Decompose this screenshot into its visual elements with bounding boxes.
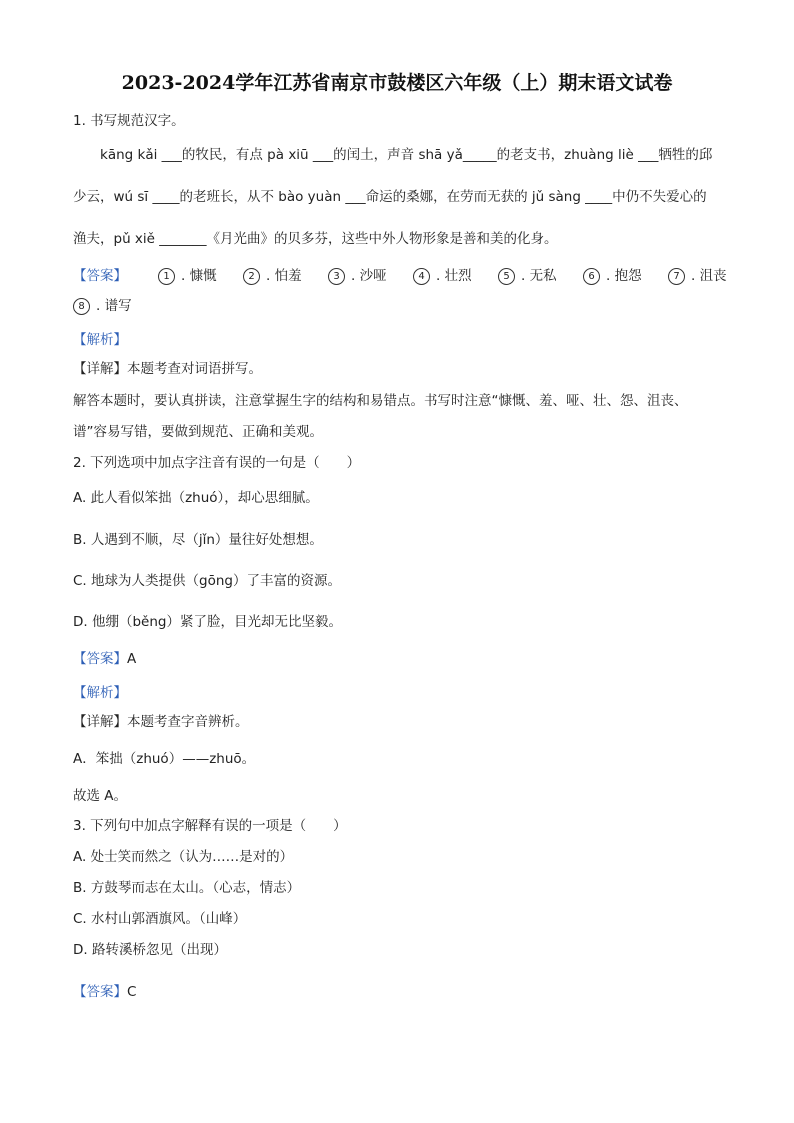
q3-option-a: A. 处士笑而然之（认为……是对的）	[73, 849, 294, 865]
q2-detail: 【详解】本题考查字音辨析。	[73, 714, 249, 730]
q3-stem: 3. 下列句中加点字解释有误的一项是（ ）	[73, 818, 347, 834]
circled-number: 1	[158, 268, 175, 285]
answer-tag: 【答案】	[73, 651, 127, 667]
q3-option-d: D. 路转溪桥忽见（出现）	[73, 942, 227, 958]
circled-number: 5	[498, 268, 515, 285]
q1-text-line3: 渔夫，pǔ xiě _______《月光曲》的贝多芬，这些中外人物形象是善和美的化身。	[73, 231, 558, 247]
circled-number: 6	[583, 268, 600, 285]
q1-detail: 【详解】本题考查对词语拼写。	[73, 361, 262, 377]
analysis-tag: 【解析】	[73, 685, 127, 701]
q1-explain-line1: 解答本题时，要认真拼读，注意掌握生字的结构和易错点。书写时注意“慷慨、羞、哑、壮、怨、沮丧、	[73, 393, 688, 409]
answer-tag: 【答案】	[73, 268, 127, 284]
circled-number: 8	[73, 298, 90, 315]
q2-explain: A．笨拙（zhuó）——zhuō。	[73, 751, 256, 767]
analysis-tag: 【解析】	[73, 332, 127, 348]
q1-answer-row	[73, 264, 733, 284]
q2-answer: 【答案】A	[73, 651, 137, 667]
q2-conclusion: 故选 A。	[73, 788, 128, 804]
q3-option-c: C. 水村山郭酒旗风。（山峰）	[73, 911, 247, 927]
answer-item: 5 . 无私	[498, 264, 557, 285]
answer-item: 6 . 抱怨	[583, 264, 642, 285]
q1-stem: 1. 书写规范汉字。	[73, 113, 185, 129]
q2-option-a: A. 此人看似笨拙（zhuó），却心思细腻。	[73, 490, 319, 506]
circled-number: 3	[328, 268, 345, 285]
answer-item: 4 . 壮烈	[413, 264, 472, 285]
q2-option-b: B. 人遇到不顺，尽（jǐn）量往好处想想。	[73, 532, 323, 548]
q1-explain-line2: 谱”容易写错，要做到规范、正确和美观。	[73, 424, 323, 440]
answer-item: 7 . 沮丧	[668, 264, 727, 285]
q2-option-c: C. 地球为人类提供（gōng）了丰富的资源。	[73, 573, 341, 589]
circled-number: 4	[413, 268, 430, 285]
answer-item: 1 . 慷慨	[158, 264, 217, 285]
page-title: 2023-2024学年江苏省南京市鼓楼区六年级（上）期末语文试卷	[121, 72, 673, 94]
q3-option-b: B. 方鼓琴而志在太山。（心志，情志）	[73, 880, 301, 896]
q1-text-line2: 少云，wú sī ____的老班长，从不 bào yuàn ___命运的桑娜，在劳而无获的 jǔ sàng ____中仍不失爱心的	[73, 189, 707, 205]
circled-number: 2	[243, 268, 260, 285]
answer-item: 3 . 沙哑	[328, 264, 387, 285]
q2-option-d: D. 他绷（běng）紧了脸，目光却无比坚毅。	[73, 614, 342, 630]
answer-tag: 【答案】	[73, 984, 127, 1000]
q3-answer: 【答案】C	[73, 984, 137, 1000]
answer-item: 2 . 怕羞	[243, 264, 302, 285]
q1-text-line1: kāng kǎi ___的牧民，有点 pà xiū ___的闰土，声音 shā yǎ_____的老支书，zhuàng liè ___牺牲的邱	[100, 147, 713, 163]
q2-stem: 2. 下列选项中加点字注音有误的一句是（ ）	[73, 455, 361, 471]
answer-item: 8 . 谱写	[73, 297, 132, 315]
circled-number: 7	[668, 268, 685, 285]
